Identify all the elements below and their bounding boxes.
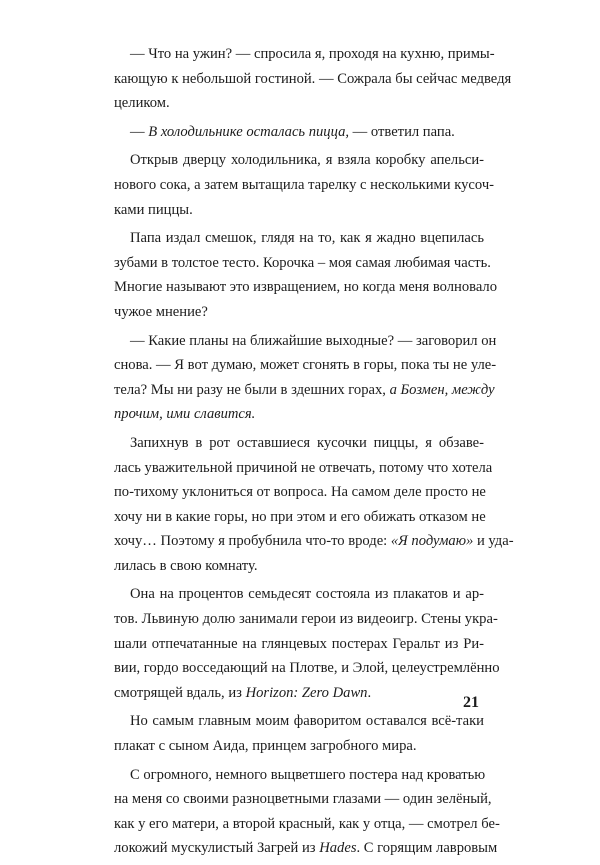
text-line [114,582,484,607]
text-run: локожий мускулистый Загрей из [114,840,320,857]
text-run: по-тихому уклониться от вопроса. На самом деле просто не [114,484,486,501]
text-line [114,42,495,67]
text-line [114,529,514,554]
text-line [114,329,497,354]
text-line [114,763,484,788]
text-run: кающую к небольшой гостиной. — Сожрала бы сейчас медведя [114,70,512,87]
text-run: плакат с сыном Аида, принцем загробного мира. [114,738,417,755]
paragraph [114,148,495,222]
italic-text: Hades [319,840,357,857]
paragraph [114,226,498,324]
text-run: лась уважительной причиной не отвечать, потому что хотела [114,459,493,476]
text-line [114,378,495,403]
text-run: тов. Львиную долю занимали герои из видеоигр. Стены укра- [114,611,498,628]
text-line [114,554,484,579]
text-line [114,148,484,173]
text-run: вии, гордо восседающий на Плотве, и Элой, целеустремлённо [114,660,500,677]
text-run: смотрящей вдаль, из [114,684,246,701]
paragraph [114,42,512,116]
text-run: хочу… Поэтому я пробубнила что-то вроде: [114,533,391,550]
paragraph [114,120,484,145]
body-text [114,42,514,865]
text-run: Папа издал смешок, глядя на то, как я жадно вцепилась [130,230,484,247]
text-line [114,402,484,427]
text-line [114,709,484,734]
paragraph [114,329,497,427]
text-line [114,120,484,145]
paragraph [114,709,484,758]
text-line [114,787,492,812]
text-run: на меня со своими разноцветными глазами — один зелёный, [114,791,492,808]
text-line [114,607,498,632]
text-line [114,275,498,300]
text-run: — Какие планы на ближайшие выходные? — заговорил он [130,332,497,349]
text-line [114,656,500,681]
text-run: — Что на ужин? — спросила я, проходя на кухню, примы- [130,46,495,62]
text-run: . [367,684,372,701]
text-run: нового сока, а затем вытащила тарелку с несколькими кусоч- [114,176,495,193]
text-line [114,734,484,759]
text-run: Она на процентов семьдесят состояла из плакатов и ар- [130,586,484,603]
text-line [114,251,491,276]
text-run: Многие называют это извращением, но когда меня волновало [114,279,498,296]
text-run: Но самым главным моим фаворитом оставался всё-таки [130,713,484,730]
text-run: тела? Мы ни разу не были в здешних горах, [114,381,390,398]
text-line [114,480,484,505]
text-line [114,456,493,481]
text-run: целиком. [114,95,170,112]
text-run: . С горящим лавровым [356,840,498,857]
italic-text: а Бозмен, между [389,381,495,398]
text-line [114,226,484,251]
paragraph [114,763,500,861]
text-run: чужое мнение? [114,303,208,320]
text-line [114,431,484,456]
text-run: Открыв дверцу холодильника, я взяла коробку апельси- [130,152,484,169]
paragraph [114,582,500,705]
text-line [114,812,500,837]
text-run: как у его матери, а второй красный, как у отца, — смотрел бе- [114,815,500,832]
paragraph [114,431,514,579]
text-run: хочу ни в какие горы, но при этом и его обижать отказом не [114,508,486,525]
text-line [114,91,484,116]
text-line [114,67,512,92]
text-run: снова. — Я вот думаю, может сгонять в горы, пока ты не уле- [114,357,497,374]
text-line [114,173,495,198]
text-run: ками пиццы. [114,201,193,218]
text-line [114,632,484,657]
text-run: шали отпечатанные на глянцевых постерах Геральт из Ри- [114,635,484,652]
text-run: зубами в толстое тесто. Корочка – моя самая любимая часть. [114,254,491,271]
text-line [114,505,484,530]
text-line [114,198,484,223]
italic-text: Horizon: Zero Dawn [245,684,368,701]
text-run: Запихнув в рот оставшиеся кусочки пиццы, я обзаве- [130,434,484,451]
text-run: лилась в свою комнату. [114,557,258,574]
page-number: 21 [463,694,479,711]
text-run: и уда- [473,533,514,550]
italic-text: В холодильнике осталась пицца, [148,123,350,140]
italic-text: прочим, ими славится. [114,406,256,423]
text-run: — [130,123,149,140]
text-line [114,353,497,378]
text-run: С огромного, немного выцветшего постера над кроватью [130,766,486,783]
italic-text: «Я подумаю» [390,533,474,550]
text-line [114,836,498,861]
text-line [114,681,484,706]
text-run: — ответил папа. [349,123,455,140]
text-line [114,300,484,325]
